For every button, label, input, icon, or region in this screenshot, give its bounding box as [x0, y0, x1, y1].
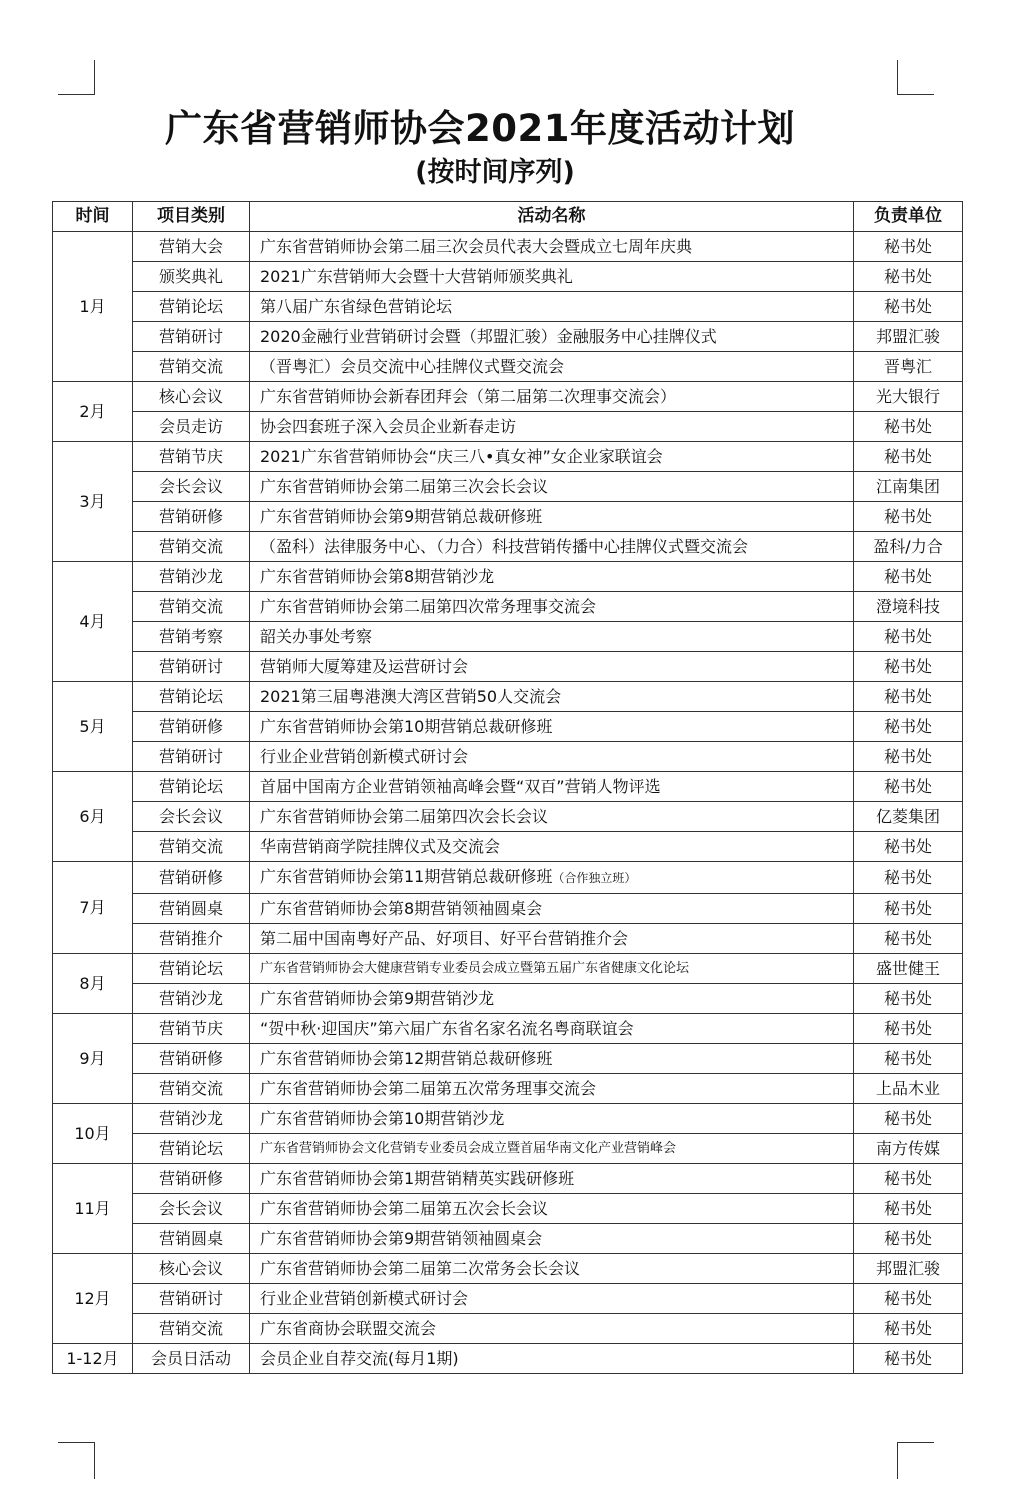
table-row: [53, 1344, 963, 1374]
category-cell: 营销节庆: [133, 1014, 250, 1044]
month-cell: 3月: [53, 442, 133, 562]
activity-name-cell: [250, 772, 854, 802]
activity-name-text: 广东省营销师协会第9期营销总裁研修班: [260, 507, 543, 526]
activity-name-cell: [250, 742, 854, 772]
unit-cell: 秘书处: [854, 984, 963, 1014]
table-row: [53, 502, 963, 532]
activity-name-text: 行业企业营销创新模式研讨会: [260, 1289, 469, 1308]
activity-name-cell: [250, 562, 854, 592]
activity-name-cell: [250, 1104, 854, 1134]
activity-name-text: 广东省营销师协会第二届第四次常务理事交流会: [260, 597, 597, 616]
table-row: [53, 532, 963, 562]
header-time: 时间: [53, 202, 133, 232]
activity-name-cell: [250, 1044, 854, 1074]
unit-cell: 秘书处: [854, 1104, 963, 1134]
category-cell: 营销研讨: [133, 742, 250, 772]
table-row: [53, 1284, 963, 1314]
unit-cell: 秘书处: [854, 772, 963, 802]
category-cell: 营销论坛: [133, 954, 250, 984]
activity-plan-table: [52, 201, 963, 1374]
table-row: [53, 924, 963, 954]
category-cell: 营销研修: [133, 1044, 250, 1074]
table-row: [53, 1014, 963, 1044]
unit-cell: 秘书处: [854, 262, 963, 292]
activity-name-cell: [250, 862, 854, 894]
category-cell: 营销圆桌: [133, 1224, 250, 1254]
table-row: [53, 832, 963, 862]
activity-name-text: （盈科）法律服务中心、（力合）科技营销传播中心挂牌仪式暨交流会: [260, 537, 749, 556]
month-cell: 2月: [53, 382, 133, 442]
unit-cell: 秘书处: [854, 1164, 963, 1194]
category-cell: 营销研修: [133, 1164, 250, 1194]
unit-cell: 江南集团: [854, 472, 963, 502]
table-row: [53, 1044, 963, 1074]
crop-mark-top-left: [58, 60, 95, 95]
activity-name-cell: [250, 924, 854, 954]
activity-name-text: 广东省营销师协会第9期营销沙龙: [260, 989, 495, 1008]
month-cell: 4月: [53, 562, 133, 682]
unit-cell: 秘书处: [854, 832, 963, 862]
activity-name-cell: [250, 894, 854, 924]
unit-cell: 秘书处: [854, 562, 963, 592]
activity-name-text: 广东省营销师协会第二届第三次会长会议: [260, 477, 549, 496]
unit-cell: 秘书处: [854, 1194, 963, 1224]
crop-mark-bottom-right: [897, 1442, 934, 1479]
month-cell: 12月: [53, 1254, 133, 1344]
activity-name-cell: [250, 1254, 854, 1284]
activity-name-cell: [250, 984, 854, 1014]
activity-name-cell: [250, 1194, 854, 1224]
category-cell: 营销大会: [133, 232, 250, 262]
table-row: [53, 954, 963, 984]
category-cell: 营销交流: [133, 592, 250, 622]
table-row: [53, 322, 963, 352]
activity-name-text: 广东省营销师协会文化营销专业委员会成立暨首届华南文化产业营销峰会: [260, 1141, 677, 1156]
activity-name-cell: [250, 382, 854, 412]
activity-name-cell: [250, 1284, 854, 1314]
activity-note: （合作独立班）: [552, 871, 637, 885]
unit-cell: 秘书处: [854, 1284, 963, 1314]
activity-name-cell: [250, 832, 854, 862]
table-row: [53, 1194, 963, 1224]
category-cell: 营销交流: [133, 352, 250, 382]
table-row: [53, 292, 963, 322]
table-row: [53, 1074, 963, 1104]
activity-name-text: 广东省营销师协会第9期营销领袖圆桌会: [260, 1229, 543, 1248]
activity-name-cell: [250, 1134, 854, 1164]
category-cell: 会员走访: [133, 412, 250, 442]
table-row: [53, 894, 963, 924]
month-cell: 8月: [53, 954, 133, 1014]
category-cell: 核心会议: [133, 382, 250, 412]
activity-name-text: 广东省营销师协会第二届第二次常务会长会议: [260, 1259, 581, 1278]
unit-cell: 邦盟汇骏: [854, 1254, 963, 1284]
category-cell: 营销交流: [133, 832, 250, 862]
activity-name-text: 广东省营销师协会第二届三次会员代表大会暨成立七周年庆典: [260, 237, 693, 256]
activity-name-cell: [250, 352, 854, 382]
category-cell: 营销研修: [133, 712, 250, 742]
unit-cell: 南方传媒: [854, 1134, 963, 1164]
activity-name-cell: [250, 1314, 854, 1344]
unit-cell: 盛世健王: [854, 954, 963, 984]
month-cell: 10月: [53, 1104, 133, 1164]
table-row: [53, 1104, 963, 1134]
crop-mark-top-right: [897, 60, 934, 95]
activity-name-text: 2020金融行业营销研讨会暨（邦盟汇骏）金融服务中心挂牌仪式: [260, 327, 717, 346]
activity-name-text: 协会四套班子深入会员企业新春走访: [260, 417, 517, 436]
category-cell: 营销交流: [133, 1314, 250, 1344]
category-cell: 营销沙龙: [133, 1104, 250, 1134]
unit-cell: 秘书处: [854, 1044, 963, 1074]
table-row: [53, 984, 963, 1014]
month-cell: 11月: [53, 1164, 133, 1254]
category-cell: 营销论坛: [133, 1134, 250, 1164]
table-row: [53, 232, 963, 262]
month-cell: 1-12月: [53, 1344, 133, 1374]
activity-name-text: 首届中国南方企业营销领袖高峰会暨“双百”营销人物评选: [260, 777, 661, 796]
category-cell: 营销圆桌: [133, 894, 250, 924]
category-cell: 营销交流: [133, 532, 250, 562]
category-cell: 会长会议: [133, 1194, 250, 1224]
month-cell: 6月: [53, 772, 133, 862]
table-row: [53, 862, 963, 894]
unit-cell: 秘书处: [854, 502, 963, 532]
category-cell: 营销推介: [133, 924, 250, 954]
category-cell: 营销沙龙: [133, 562, 250, 592]
activity-name-text: 广东省营销师协会第10期营销沙龙: [260, 1109, 505, 1128]
table-row: [53, 772, 963, 802]
activity-name-cell: [250, 412, 854, 442]
category-cell: 会员日活动: [133, 1344, 250, 1374]
table-row: [53, 592, 963, 622]
activity-name-text: 行业企业营销创新模式研讨会: [260, 747, 469, 766]
activity-name-cell: [250, 1224, 854, 1254]
month-cell: 1月: [53, 232, 133, 382]
unit-cell: 秘书处: [854, 862, 963, 894]
activity-name-cell: [250, 712, 854, 742]
activity-name-cell: [250, 1014, 854, 1044]
unit-cell: 秘书处: [854, 894, 963, 924]
table-row: [53, 442, 963, 472]
header-activity-name: 活动名称: [250, 202, 854, 232]
activity-name-text: 营销师大厦筹建及运营研讨会: [260, 657, 469, 676]
table-row: [53, 1164, 963, 1194]
activity-name-text: 第二届中国南粤好产品、好项目、好平台营销推介会: [260, 929, 629, 948]
table-row: [53, 352, 963, 382]
unit-cell: 秘书处: [854, 1224, 963, 1254]
activity-name-cell: [250, 1344, 854, 1374]
category-cell: 营销研修: [133, 502, 250, 532]
crop-mark-bottom-left: [58, 1442, 95, 1479]
activity-name-cell: [250, 802, 854, 832]
activity-name-cell: [250, 652, 854, 682]
table-row: [53, 652, 963, 682]
table-row: [53, 262, 963, 292]
month-cell: 9月: [53, 1014, 133, 1104]
page-title: 广东省营销师协会2021年度活动计划: [165, 107, 795, 150]
table-row: [53, 1134, 963, 1164]
header-category: 项目类别: [133, 202, 250, 232]
table-row: [53, 622, 963, 652]
table-row: [53, 682, 963, 712]
category-cell: 会长会议: [133, 802, 250, 832]
unit-cell: 盈科/力合: [854, 532, 963, 562]
table-row: [53, 1314, 963, 1344]
activity-name-cell: [250, 292, 854, 322]
activity-name-text: 2021第三届粤港澳大湾区营销50人交流会: [260, 687, 562, 706]
unit-cell: 秘书处: [854, 442, 963, 472]
unit-cell: 亿菱集团: [854, 802, 963, 832]
category-cell: 营销研修: [133, 862, 250, 894]
activity-name-text: 广东省营销师协会第二届第四次会长会议: [260, 807, 549, 826]
category-cell: 营销研讨: [133, 322, 250, 352]
activity-name-text: 2021广东营销师大会暨十大营销师颁奖典礼: [260, 267, 573, 286]
category-cell: 营销交流: [133, 1074, 250, 1104]
unit-cell: 秘书处: [854, 292, 963, 322]
table-row: [53, 712, 963, 742]
activity-name-text: 广东省营销师协会第11期营销总裁研修班: [260, 867, 553, 886]
category-cell: 营销考察: [133, 622, 250, 652]
category-cell: 营销研讨: [133, 1284, 250, 1314]
table-row: [53, 1224, 963, 1254]
table-row: [53, 742, 963, 772]
activity-name-cell: [250, 1074, 854, 1104]
activity-name-text: 会员企业自荐交流(每月1期): [260, 1349, 459, 1368]
activity-name-cell: [250, 322, 854, 352]
table-row: [53, 1254, 963, 1284]
unit-cell: 秘书处: [854, 652, 963, 682]
activity-name-text: 广东省商协会联盟交流会: [260, 1319, 437, 1338]
unit-cell: 秘书处: [854, 712, 963, 742]
unit-cell: 秘书处: [854, 682, 963, 712]
activity-name-text: （晋粤汇）会员交流中心挂牌仪式暨交流会: [260, 357, 565, 376]
category-cell: 营销论坛: [133, 682, 250, 712]
activity-name-text: 广东省营销师协会第12期营销总裁研修班: [260, 1049, 553, 1068]
unit-cell: 秘书处: [854, 622, 963, 652]
activity-name-cell: [250, 592, 854, 622]
unit-cell: 秘书处: [854, 924, 963, 954]
activity-name-text: 广东省营销师协会新春团拜会（第二届第二次理事交流会）: [260, 387, 677, 406]
unit-cell: 秘书处: [854, 1014, 963, 1044]
activity-name-cell: [250, 262, 854, 292]
category-cell: 核心会议: [133, 1254, 250, 1284]
category-cell: 会长会议: [133, 472, 250, 502]
page-subtitle: (按时间序列): [415, 157, 575, 188]
activity-name-text: 广东省营销师协会第10期营销总裁研修班: [260, 717, 553, 736]
activity-name-text: 华南营销商学院挂牌仪式及交流会: [260, 837, 501, 856]
unit-cell: 秘书处: [854, 232, 963, 262]
unit-cell: 邦盟汇骏: [854, 322, 963, 352]
table-row: [53, 472, 963, 502]
table-body: [53, 232, 963, 1374]
activity-name-cell: [250, 682, 854, 712]
unit-cell: 光大银行: [854, 382, 963, 412]
unit-cell: 晋粤汇: [854, 352, 963, 382]
activity-name-text: 广东省营销师协会第二届第五次会长会议: [260, 1199, 549, 1218]
activity-name-text: 广东省营销师协会大健康营销专业委员会成立暨第五届广东省健康文化论坛: [260, 961, 690, 976]
unit-cell: 秘书处: [854, 1344, 963, 1374]
header-unit: 负责单位: [854, 202, 963, 232]
activity-name-cell: [250, 502, 854, 532]
month-cell: 5月: [53, 682, 133, 772]
activity-name-text: 广东省营销师协会第8期营销沙龙: [260, 567, 495, 586]
unit-cell: 秘书处: [854, 412, 963, 442]
activity-name-cell: [250, 954, 854, 984]
category-cell: 营销研讨: [133, 652, 250, 682]
activity-name-text: 第八届广东省绿色营销论坛: [260, 297, 453, 316]
table-row: [53, 412, 963, 442]
unit-cell: 秘书处: [854, 1314, 963, 1344]
table-row: [53, 382, 963, 412]
activity-name-cell: [250, 622, 854, 652]
category-cell: 营销论坛: [133, 772, 250, 802]
category-cell: 营销论坛: [133, 292, 250, 322]
activity-name-text: 广东省营销师协会第8期营销领袖圆桌会: [260, 899, 543, 918]
unit-cell: 上品木业: [854, 1074, 963, 1104]
activity-name-cell: [250, 532, 854, 562]
month-cell: 7月: [53, 862, 133, 954]
activity-name-text: 韶关办事处考察: [260, 627, 373, 646]
category-cell: 颁奖典礼: [133, 262, 250, 292]
unit-cell: 秘书处: [854, 742, 963, 772]
activity-name-text: 2021广东省营销师协会“庆三八•真女神”女企业家联谊会: [260, 447, 663, 466]
activity-name-text: “贺中秋·迎国庆”第六届广东省名家名流名粤商联谊会: [260, 1019, 634, 1038]
category-cell: 营销节庆: [133, 442, 250, 472]
table-header-row: [53, 202, 963, 232]
activity-name-cell: [250, 472, 854, 502]
activity-name-text: 广东省营销师协会第1期营销精英实践研修班: [260, 1169, 575, 1188]
table-row: [53, 562, 963, 592]
activity-name-text: 广东省营销师协会第二届第五次常务理事交流会: [260, 1079, 597, 1098]
activity-name-cell: [250, 442, 854, 472]
table-row: [53, 802, 963, 832]
unit-cell: 澄境科技: [854, 592, 963, 622]
activity-name-cell: [250, 232, 854, 262]
activity-name-cell: [250, 1164, 854, 1194]
category-cell: 营销沙龙: [133, 984, 250, 1014]
